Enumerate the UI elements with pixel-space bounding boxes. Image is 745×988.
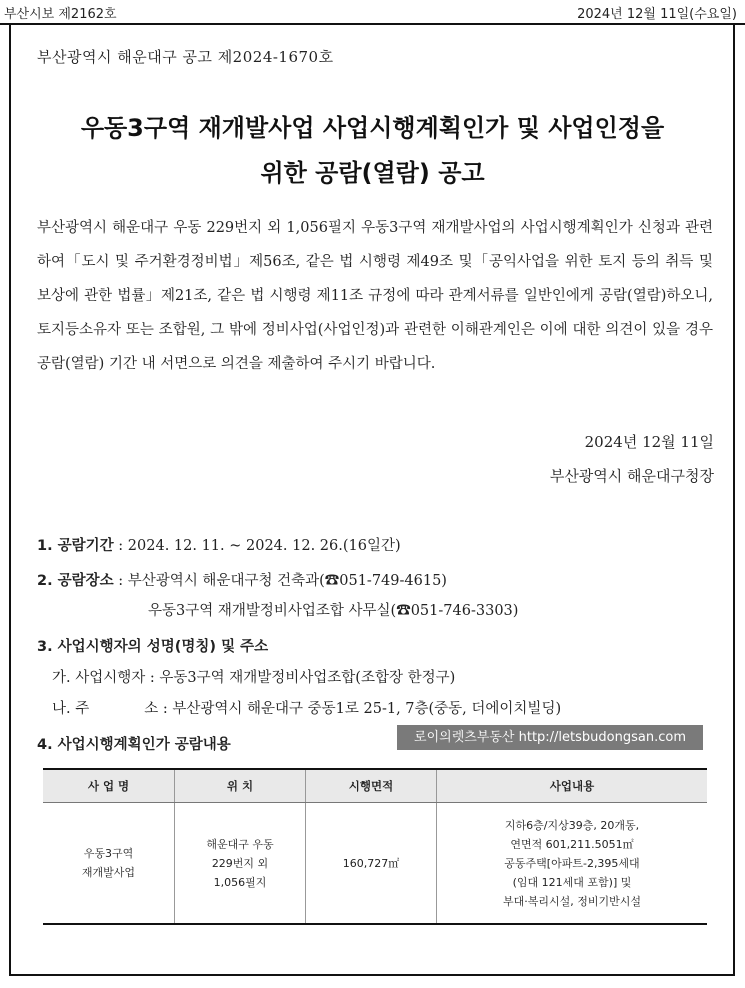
period-label: 1. 공람기간 <box>37 538 114 554</box>
col-header-area: 시행면적 <box>306 769 437 803</box>
notice-number: 부산광역시 해운대구 공고 제2024-1670호 <box>37 48 334 66</box>
cell-content: 지하6층/지상39층, 20개동, 연면적 601,211.5051㎡ 공동주택[아파트-2,395세대 (임대 121세대 포함)] 및 부대·복리시설, 정비기반시설 <box>437 803 708 925</box>
cell-location: 해운대구 우동 229번지 외 1,056필지 <box>175 803 306 925</box>
plan-heading: 4. 사업시행계획인가 공람내용 <box>37 737 231 753</box>
table-row <box>43 803 707 925</box>
cell-project-name: 우동3구역 재개발사업 <box>43 803 175 925</box>
issue-number: 부산시보 제2162호 <box>4 7 117 22</box>
place-value-1: : 부산광역시 해운대구청 건축과(☎051-749-4615) <box>118 573 447 589</box>
place-value-2: 우동3구역 재개발정비사업조합 사무실(☎051-746-3303) <box>148 603 519 619</box>
place-item <box>37 569 447 590</box>
operator-address-value: : 부산광역시 해운대구 중동1로 25-1, 7층(중동, 더에이치빌딩) <box>162 701 562 717</box>
notice-title-line-2: 위한 공람(열람) 공고 <box>260 159 485 187</box>
operator-address <box>52 697 561 718</box>
operator-address-label-2: 소 <box>144 701 159 717</box>
cell-area: 160,727㎡ <box>306 803 437 925</box>
period-item <box>37 534 401 555</box>
notice-title-line-1: 우동3구역 재개발사업 사업시행계획인가 및 사업인정을 <box>80 114 665 142</box>
col-header-location: 위 치 <box>175 769 306 803</box>
operator-name: 가. 사업시행자 : 우동3구역 재개발정비사업조합(조합장 한정구) <box>52 670 456 686</box>
col-header-name: 사 업 명 <box>43 769 175 803</box>
signature-date: 2024년 12월 11일 <box>584 433 714 451</box>
operator-address-label: 나. 주 <box>52 701 90 717</box>
watermark-banner: 로이의렛츠부동산 http://letsbudongsan.com <box>397 725 703 750</box>
place-label: 2. 공람장소 <box>37 573 114 589</box>
gazette-header <box>0 0 745 22</box>
period-value: : 2024. 12. 11. ~ 2024. 12. 26.(16일간) <box>118 538 401 554</box>
col-header-content: 사업내용 <box>437 769 708 803</box>
plan-table <box>43 768 707 925</box>
signature-office: 부산광역시 해운대구청장 <box>549 467 714 485</box>
table-header-row <box>43 769 707 803</box>
issue-date: 2024년 12월 11일(수요일) <box>577 7 737 22</box>
notice-body: 부산광역시 해운대구 우동 229번지 외 1,056필지 우동3구역 재개발사업의 사업시행계획인가 신청과 관련하여「도시 및 주거환경정비법」제56조, 같은 법 시행령 제49조 및「공익사업을 위한 토지 등의 취득 및 보상에 관한 법률」제21조, 같은 법 시행령 제11조 규정에 따라 관계서류를 일반인에게 공람(열람)하오니, 토지등소유자 또는 조합원, 그 밖에 정비사업(사업인정)과 관련한 이해관계인은 이에 대한 의견이 있을 경우 공람(열람) 기간 내 서면으로 의견을 제출하여 주시기 바랍니다. <box>37 220 713 372</box>
operator-heading: 3. 사업시행자의 성명(명칭) 및 주소 <box>37 639 269 655</box>
